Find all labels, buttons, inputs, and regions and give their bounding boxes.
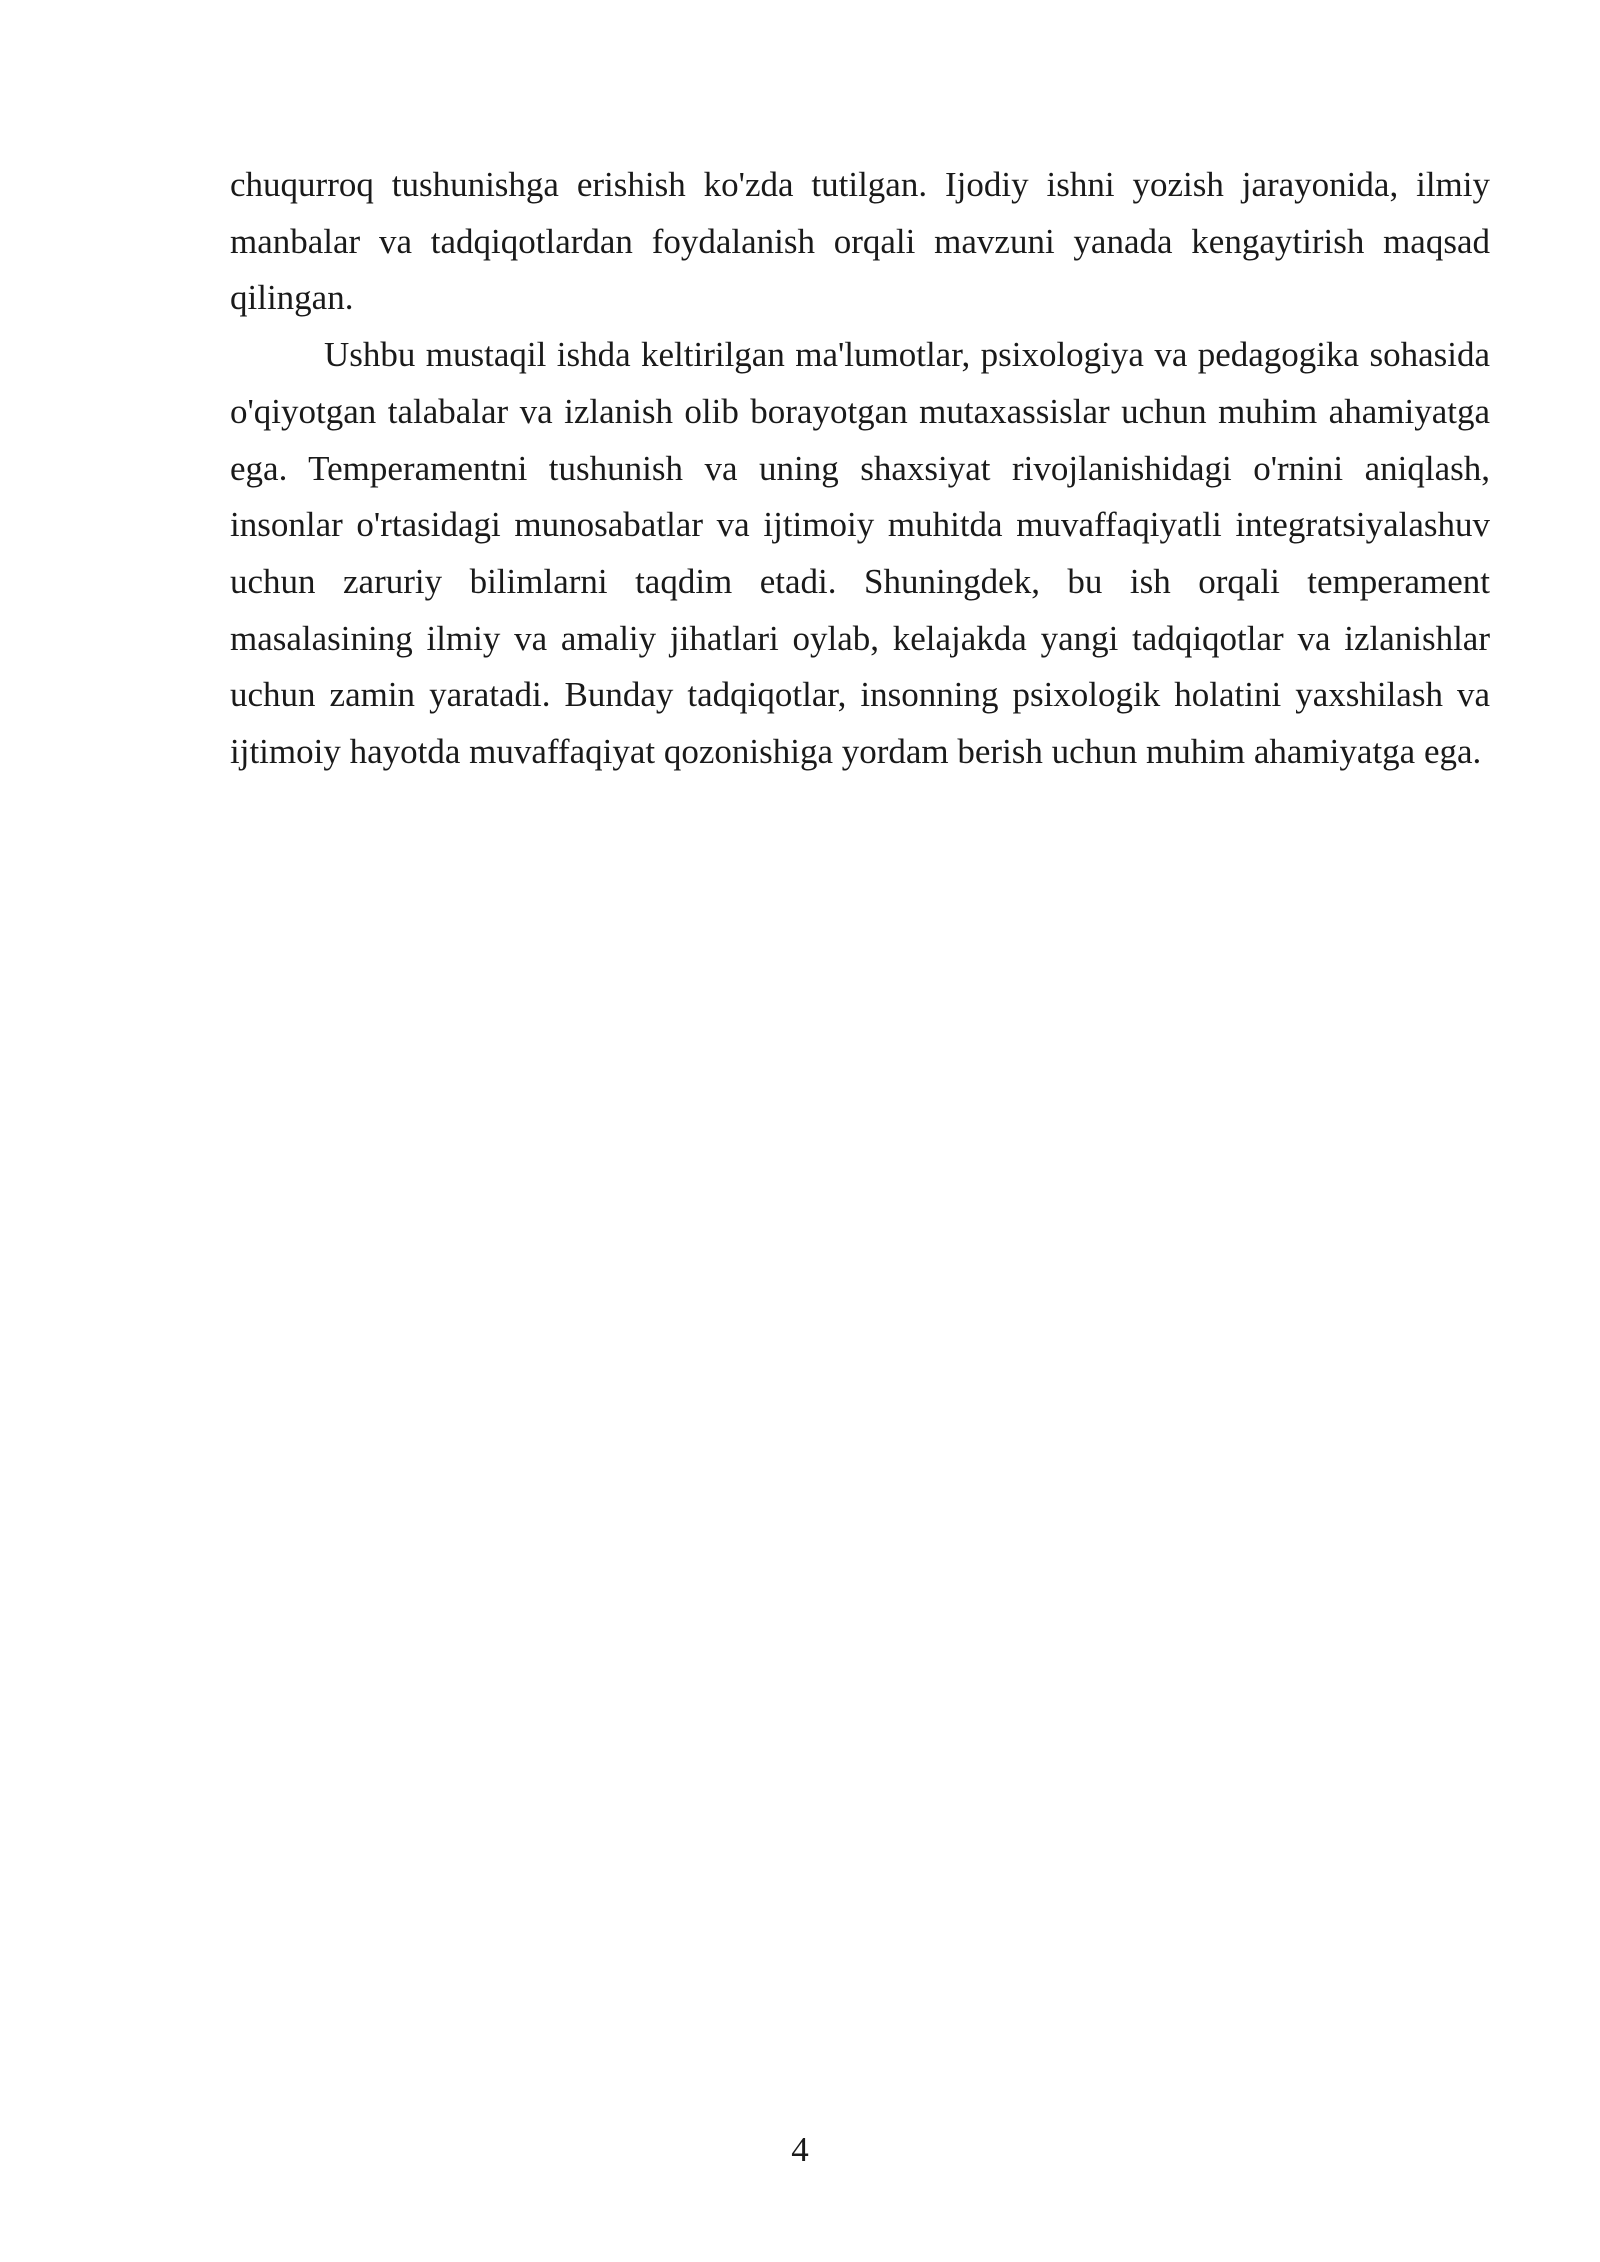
paragraph-continuation: chuqurroq tushunishga erishish ko'zda tutilgan. Ijodiy ishni yozish jarayonida, ilmiy manbalar va tadqiqotlardan foydalanish orqali mavzuni yanada kengaytirish maqsad qilingan. <box>230 165 1490 318</box>
page-number: 4 <box>791 2130 809 2169</box>
paragraph-main: Ushbu mustaqil ishda keltirilgan ma'lumotlar, psixologiya va pedagogika sohasida o'qiyotgan talabalar va izlanish olib borayotgan mutaxassislar uchun muhim ahamiyatga ega. Temperamentni tushunish va uning shaxsiyat rivojlanishidagi o'rnini aniqlash, insonlar o'rtasidagi munosabatlar va ijtimoiy muhitda muvaffaqiyatli integratsiyalashuv uchun zaruriy bilimlarni taqdim etadi. Shuningdek, bu ish orqali temperament masalasining ilmiy va amaliy jihatlari oylab, kelajakda yangi tadqiqotlar va izlanishlar uchun zamin yaratadi. Bunday tadqiqotlar, insonning psixologik holatini yaxshilash va ijtimoiy hayotda muvaffaqiyat qozonishiga yordam berish uchun muhim ahamiyatga ega. <box>230 335 1490 772</box>
body-text <box>230 157 1490 781</box>
